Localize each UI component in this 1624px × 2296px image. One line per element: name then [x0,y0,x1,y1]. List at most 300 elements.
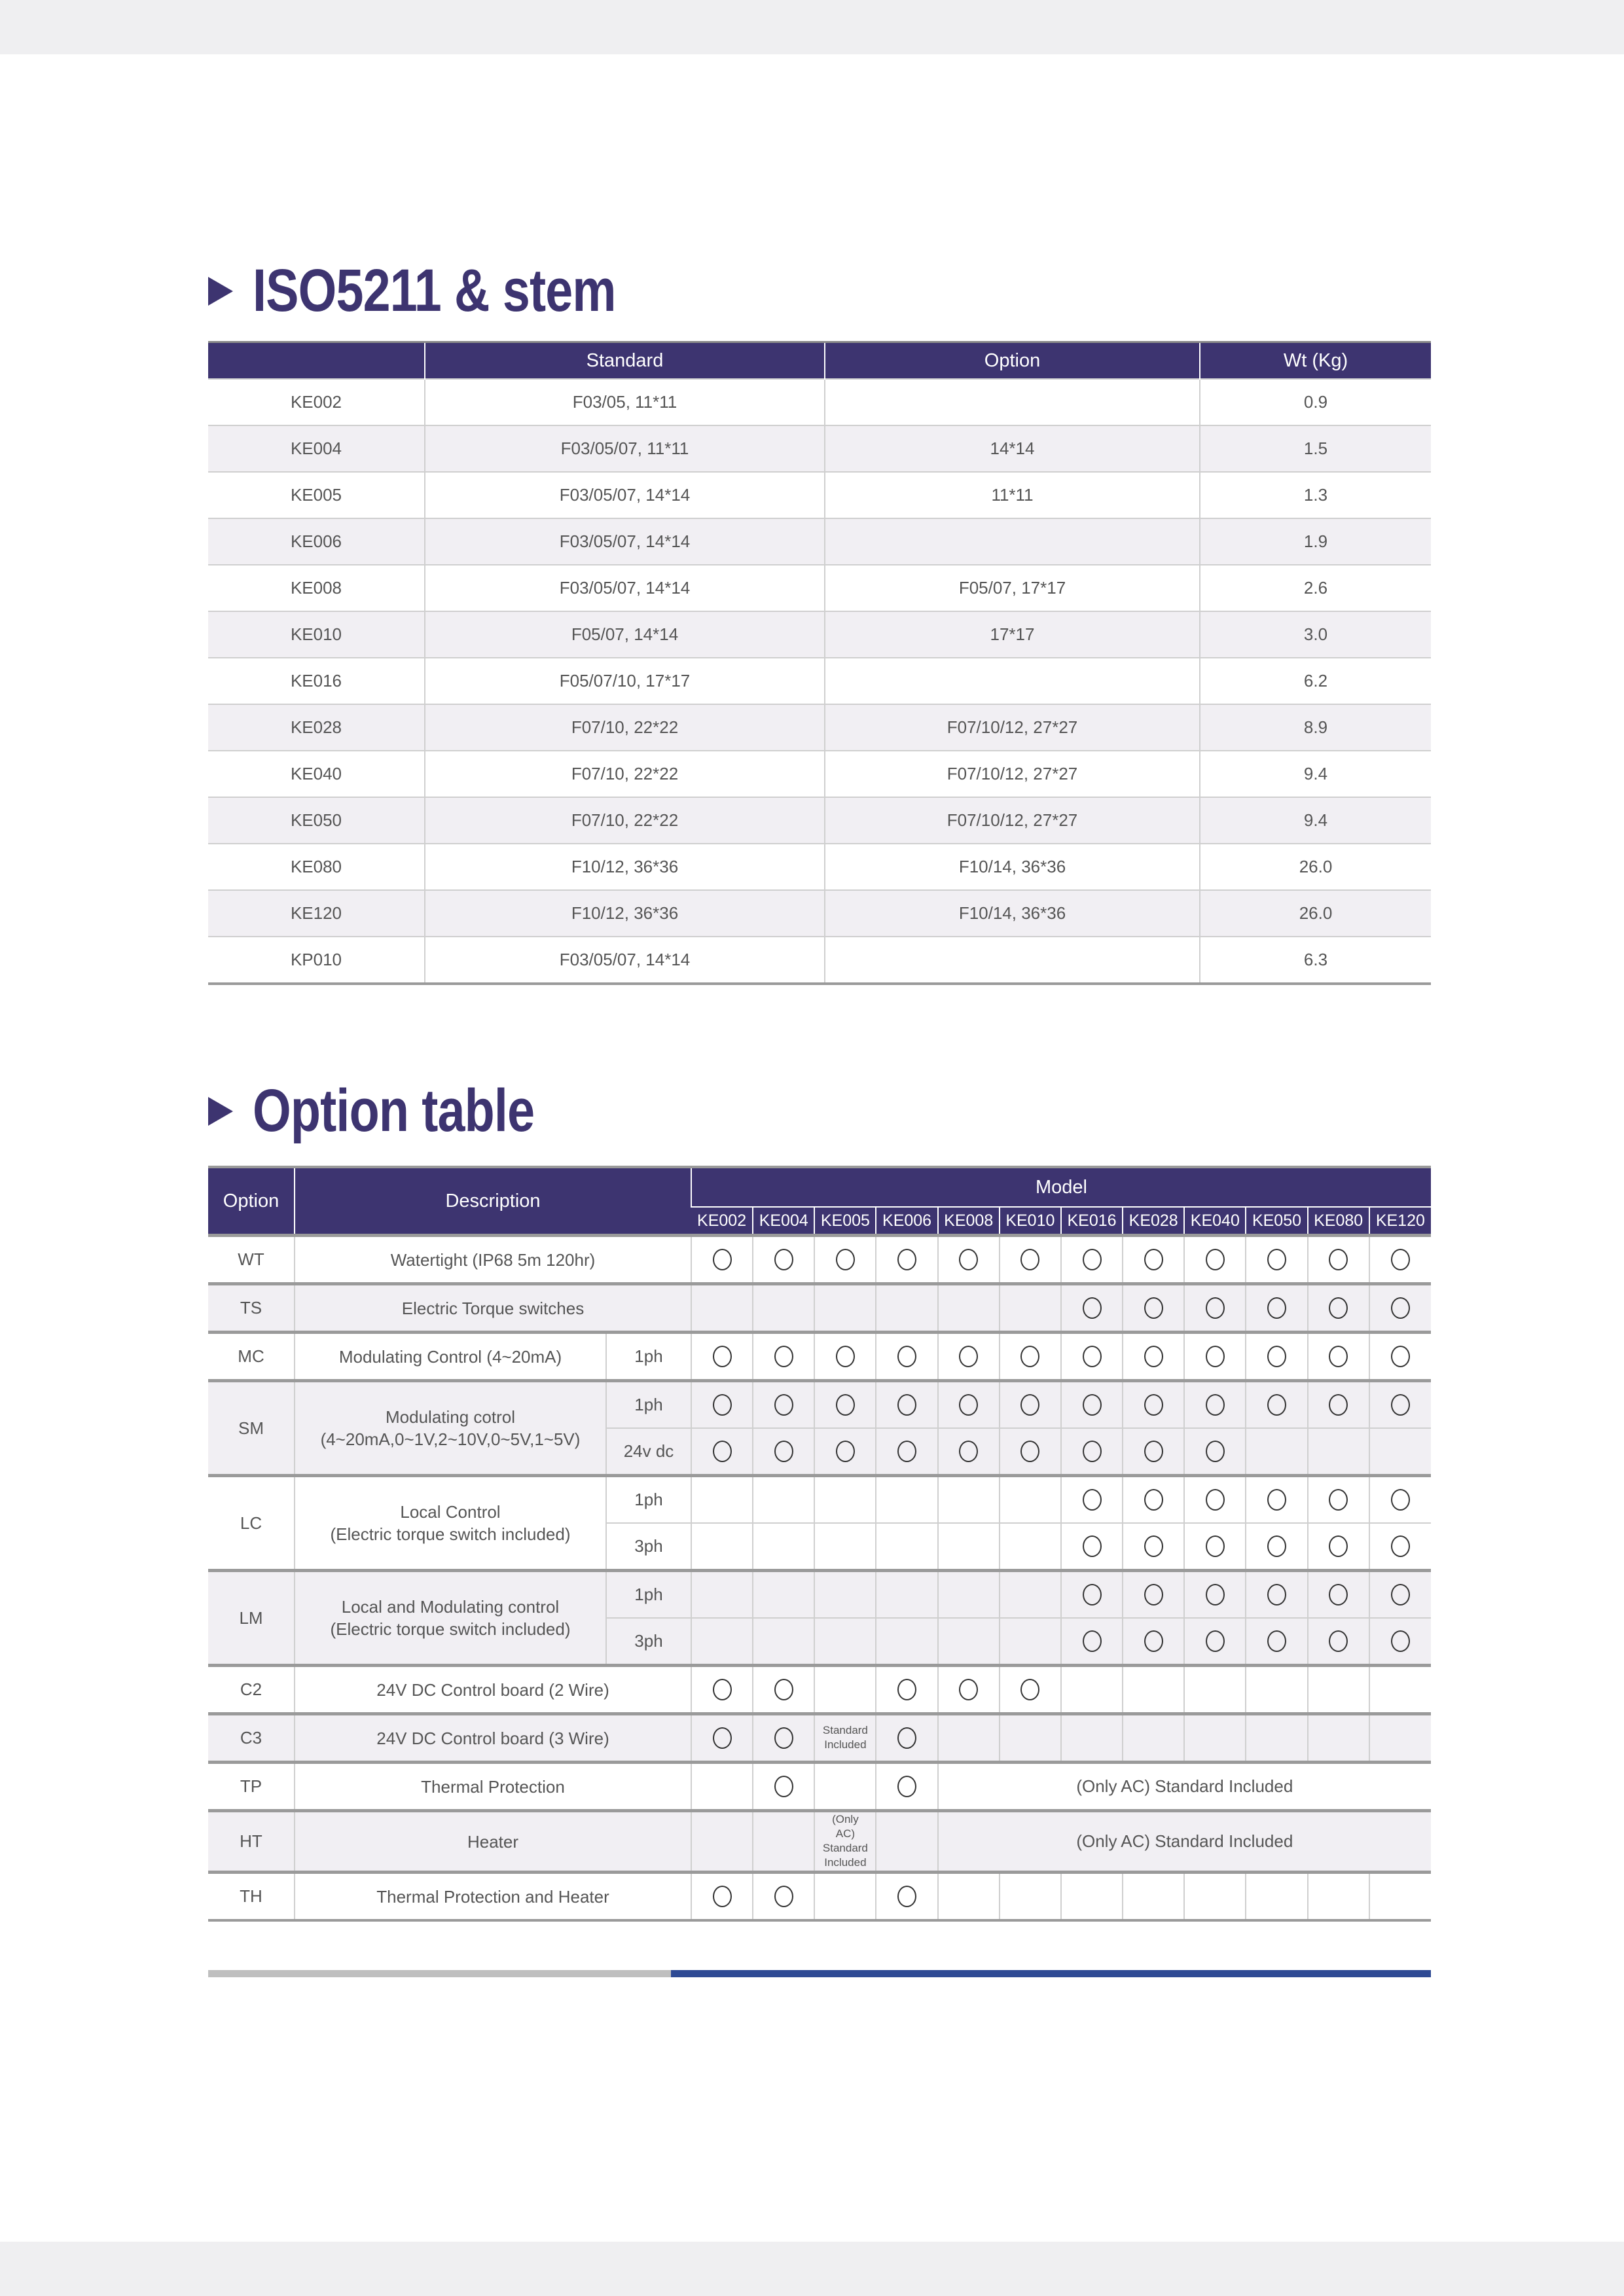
available-circle-icon [959,1249,978,1270]
model-cell [691,1284,753,1333]
model-cell [1123,1284,1184,1333]
model-cell [1369,1428,1431,1476]
table-row [208,797,1431,844]
cell-note: Standard Included [822,1724,868,1751]
model-cell [1123,1873,1184,1921]
model-cell [814,1333,876,1381]
available-circle-icon [1083,1394,1102,1416]
model-cell [1061,1428,1123,1476]
option-row [208,1811,1431,1873]
table-cell: F07/10, 22*22 [425,797,825,844]
available-circle-icon [897,1441,916,1462]
option-description [295,1571,606,1666]
model-cell [1123,1428,1184,1476]
model-cell [814,1666,876,1714]
table-cell: KE004 [208,425,425,472]
available-circle-icon [1083,1535,1102,1557]
table-cell: KE005 [208,472,425,518]
model-cell [1061,1523,1123,1571]
model-cell [1000,1873,1061,1921]
model-header: KE010 [1000,1207,1061,1236]
section-heading-iso5211 [208,257,695,325]
table-cell: F07/10/12, 27*27 [825,797,1200,844]
available-circle-icon [1267,1297,1286,1319]
footer-bar-blue [671,1970,1431,1977]
model-cell [1184,1236,1246,1284]
table-cell: F03/05/07, 14*14 [425,565,825,611]
available-circle-icon [774,1394,793,1416]
model-cell [1184,1381,1246,1429]
footer-bar-gray [208,1970,671,1977]
table-cell: F10/12, 36*36 [425,890,825,937]
available-circle-icon [836,1346,855,1367]
option-description [295,1714,691,1763]
model-cell [1308,1333,1369,1381]
power-type: 3ph [606,1523,691,1571]
available-circle-icon [1267,1489,1286,1511]
model-cell [938,1714,1000,1763]
model-cell [1123,1476,1184,1524]
table-cell: F03/05/07, 14*14 [425,937,825,984]
model-cell [1061,1476,1123,1524]
available-circle-icon [1206,1297,1225,1319]
table-cell: 9.4 [1200,797,1431,844]
model-cell [1369,1571,1431,1619]
available-circle-icon [897,1394,916,1416]
table-cell [825,658,1200,704]
model-cell [1246,1523,1307,1571]
model-cell [1184,1476,1246,1524]
model-cell [1061,1571,1123,1619]
option-code: C3 [208,1714,295,1763]
table-cell: KE080 [208,844,425,890]
model-cell [691,1666,753,1714]
model-cell [1184,1618,1246,1666]
model-cell [876,1873,937,1921]
option-description [295,1236,691,1284]
table-cell: 1.5 [1200,425,1431,472]
available-circle-icon [1144,1249,1163,1270]
table-cell [825,937,1200,984]
available-circle-icon [713,1886,732,1907]
model-cell [814,1873,876,1921]
available-circle-icon [897,1776,916,1797]
available-circle-icon [1144,1630,1163,1652]
column-header: Wt (Kg) [1200,342,1431,380]
table-cell: KE120 [208,890,425,937]
table-cell: 0.9 [1200,379,1431,425]
table-row [208,565,1431,611]
table-row [208,844,1431,890]
standard-included-note: (Only AC) Standard Included [938,1763,1431,1811]
table-cell: 26.0 [1200,890,1431,937]
available-circle-icon [959,1441,978,1462]
table-cell: KE010 [208,611,425,658]
model-cell [938,1873,1000,1921]
table-cell: KE006 [208,518,425,565]
available-circle-icon [1391,1535,1410,1557]
model-cell [1123,1571,1184,1619]
available-circle-icon [713,1346,732,1367]
model-cell [814,1284,876,1333]
option-code: WT [208,1236,295,1284]
model-header: KE120 [1369,1207,1431,1236]
option-description [295,1811,691,1873]
iso5211-stem-table [208,341,1431,985]
column-header: Standard [425,342,825,380]
power-type: 1ph [606,1381,691,1429]
available-circle-icon [1206,1394,1225,1416]
option-row [208,1714,1431,1763]
available-circle-icon [1391,1346,1410,1367]
power-type: 1ph [606,1333,691,1381]
model-header: KE002 [691,1207,753,1236]
model-cell [876,1571,937,1619]
option-code: TS [208,1284,295,1333]
model-cell [1123,1523,1184,1571]
model-cell [1369,1476,1431,1524]
option-row [208,1571,1431,1619]
available-circle-icon [1144,1441,1163,1462]
model-cell [1369,1284,1431,1333]
available-circle-icon [1329,1297,1348,1319]
section-title: ISO5211 & stem [253,257,616,324]
header-model: Model [691,1167,1431,1207]
model-cell [1000,1236,1061,1284]
available-circle-icon [1206,1249,1225,1270]
option-description [295,1476,606,1571]
model-cell [1184,1428,1246,1476]
table-cell: KE040 [208,751,425,797]
table-cell: F10/12, 36*36 [425,844,825,890]
table-cell: F03/05, 11*11 [425,379,825,425]
available-circle-icon [1020,1346,1039,1367]
triangle-bullet-icon [208,1097,233,1126]
model-cell [1308,1381,1369,1429]
option-code: TH [208,1873,295,1921]
model-cell [753,1811,814,1873]
option-description [295,1763,691,1811]
model-cell [876,1284,937,1333]
model-cell [753,1381,814,1429]
option-row [208,1333,1431,1381]
model-cell [1184,1284,1246,1333]
power-type: 24v dc [606,1428,691,1476]
model-cell [814,1523,876,1571]
table-cell: F07/10, 22*22 [425,704,825,751]
model-cell [691,1428,753,1476]
available-circle-icon [1329,1346,1348,1367]
table-cell: 9.4 [1200,751,1431,797]
model-cell [1000,1333,1061,1381]
model-cell [1246,1714,1307,1763]
model-cell [753,1571,814,1619]
model-cell [691,1763,753,1811]
model-cell [753,1523,814,1571]
available-circle-icon [1020,1394,1039,1416]
model-cell [876,1618,937,1666]
available-circle-icon [774,1441,793,1462]
available-circle-icon [1391,1489,1410,1511]
model-cell [691,1333,753,1381]
model-cell [1000,1284,1061,1333]
model-cell [814,1763,876,1811]
option-code: C2 [208,1666,295,1714]
model-cell [1123,1714,1184,1763]
available-circle-icon [1391,1249,1410,1270]
model-cell [876,1763,937,1811]
model-cell [1184,1571,1246,1619]
model-cell [1000,1476,1061,1524]
model-cell [1061,1618,1123,1666]
model-cell [1184,1666,1246,1714]
available-circle-icon [1329,1249,1348,1270]
model-cell [1246,1381,1307,1429]
column-header [208,342,425,380]
available-circle-icon [897,1346,916,1367]
available-circle-icon [1267,1394,1286,1416]
model-cell [1061,1284,1123,1333]
table-cell: KE028 [208,704,425,751]
description-line: (Electric torque switch included) [330,1619,571,1639]
option-description [295,1284,691,1333]
available-circle-icon [1083,1584,1102,1605]
description-line: Watertight (IP68 5m 120hr) [390,1249,596,1270]
table-cell: F03/05/07, 14*14 [425,472,825,518]
triangle-bullet-icon [208,277,233,306]
available-circle-icon [713,1249,732,1270]
description-line: Modulating Control (4~20mA) [338,1346,562,1367]
bottom-margin-band [0,2242,1624,2296]
available-circle-icon [1206,1630,1225,1652]
model-cell [1246,1571,1307,1619]
table-row [208,890,1431,937]
model-cell [1369,1381,1431,1429]
description-line: (Electric torque switch included) [330,1524,571,1544]
model-cell [1246,1873,1307,1921]
available-circle-icon [713,1727,732,1749]
standard-included-note: (Only AC) Standard Included [938,1811,1431,1873]
option-code: MC [208,1333,295,1381]
model-cell [938,1618,1000,1666]
model-cell [938,1428,1000,1476]
model-cell [814,1618,876,1666]
table-cell: 11*11 [825,472,1200,518]
model-cell [691,1236,753,1284]
model-cell [1061,1333,1123,1381]
option-code: TP [208,1763,295,1811]
model-cell [1061,1873,1123,1921]
model-cell [1246,1333,1307,1381]
table-cell: 17*17 [825,611,1200,658]
available-circle-icon [774,1679,793,1700]
available-circle-icon [959,1346,978,1367]
model-header: KE050 [1246,1207,1307,1236]
available-circle-icon [1267,1630,1286,1652]
available-circle-icon [774,1776,793,1797]
description-line: Thermal Protection [421,1776,565,1797]
available-circle-icon [1083,1297,1102,1319]
available-circle-icon [897,1727,916,1749]
table-row [208,704,1431,751]
model-cell [1308,1873,1369,1921]
table-cell: 6.3 [1200,937,1431,984]
model-cell [876,1811,937,1873]
available-circle-icon [1144,1297,1163,1319]
table-row [208,379,1431,425]
model-header: KE004 [753,1207,814,1236]
model-cell [1123,1236,1184,1284]
model-cell [1369,1873,1431,1921]
model-header: KE006 [876,1207,937,1236]
section-title: Option table [253,1077,535,1144]
model-header: KE016 [1061,1207,1123,1236]
model-cell [938,1523,1000,1571]
model-cell [1123,1666,1184,1714]
option-row [208,1873,1431,1921]
table-cell: 3.0 [1200,611,1431,658]
model-cell [691,1523,753,1571]
model-cell [691,1476,753,1524]
available-circle-icon [1329,1394,1348,1416]
section-heading-option-table [208,1077,596,1145]
model-cell [1308,1428,1369,1476]
table-cell: 6.2 [1200,658,1431,704]
model-cell [1246,1666,1307,1714]
available-circle-icon [1020,1679,1039,1700]
model-cell [1246,1428,1307,1476]
model-cell [938,1381,1000,1429]
model-cell [938,1333,1000,1381]
option-row [208,1763,1431,1811]
cell-note: (Only AC) Standard Included [822,1813,868,1869]
model-cell [1184,1523,1246,1571]
option-table [208,1166,1431,1922]
model-cell [938,1476,1000,1524]
available-circle-icon [1391,1584,1410,1605]
model-cell [691,1381,753,1429]
model-cell [1308,1284,1369,1333]
available-circle-icon [1144,1535,1163,1557]
table-row [208,472,1431,518]
available-circle-icon [897,1679,916,1700]
available-circle-icon [774,1346,793,1367]
available-circle-icon [1144,1346,1163,1367]
model-cell [1000,1428,1061,1476]
model-cell [1369,1523,1431,1571]
table-cell [825,518,1200,565]
model-cell [1308,1571,1369,1619]
model-cell [691,1873,753,1921]
header-option: Option [208,1167,295,1236]
model-cell [1308,1476,1369,1524]
model-cell [753,1666,814,1714]
model-cell [1246,1284,1307,1333]
model-cell [876,1428,937,1476]
option-code: HT [208,1811,295,1873]
table-cell: 8.9 [1200,704,1431,751]
model-cell [691,1571,753,1619]
table-cell: 2.6 [1200,565,1431,611]
option-row [208,1236,1431,1284]
model-cell [938,1571,1000,1619]
available-circle-icon [1083,1249,1102,1270]
power-type: 3ph [606,1618,691,1666]
model-cell [1246,1236,1307,1284]
model-cell [1123,1333,1184,1381]
model-cell [876,1476,937,1524]
model-cell [753,1333,814,1381]
available-circle-icon [836,1394,855,1416]
available-circle-icon [1083,1441,1102,1462]
available-circle-icon [897,1249,916,1270]
available-circle-icon [774,1886,793,1907]
table-cell: F07/10/12, 27*27 [825,751,1200,797]
available-circle-icon [897,1886,916,1907]
available-circle-icon [1206,1489,1225,1511]
table-cell: KE016 [208,658,425,704]
table-cell: 1.9 [1200,518,1431,565]
option-description [295,1666,691,1714]
model-cell [814,1428,876,1476]
model-cell [691,1714,753,1763]
model-cell [1308,1523,1369,1571]
model-cell [876,1333,937,1381]
table-cell: KE050 [208,797,425,844]
column-header: Option [825,342,1200,380]
available-circle-icon [1329,1535,1348,1557]
model-cell [876,1714,937,1763]
model-cell [753,1873,814,1921]
table-cell [825,379,1200,425]
available-circle-icon [836,1249,855,1270]
available-circle-icon [959,1679,978,1700]
option-code: SM [208,1381,295,1476]
option-description [295,1381,606,1476]
model-cell [1308,1714,1369,1763]
model-header: KE080 [1308,1207,1369,1236]
model-cell [1000,1618,1061,1666]
model-cell [814,1476,876,1524]
model-cell [1184,1714,1246,1763]
option-row [208,1476,1431,1524]
model-cell [753,1714,814,1763]
table-cell: KE008 [208,565,425,611]
available-circle-icon [1267,1249,1286,1270]
option-code: LM [208,1571,295,1666]
description-line: Thermal Protection and Heater [376,1886,609,1907]
model-cell [1308,1618,1369,1666]
description-line: 24V DC Control board (2 Wire) [376,1679,609,1700]
model-cell [753,1476,814,1524]
option-code: LC [208,1476,295,1571]
model-header: KE040 [1184,1207,1246,1236]
model-cell [814,1714,876,1763]
table-cell: F10/14, 36*36 [825,890,1200,937]
description-line: 24V DC Control board (3 Wire) [376,1728,609,1748]
available-circle-icon [1144,1584,1163,1605]
model-cell [876,1666,937,1714]
model-cell [938,1666,1000,1714]
description-line: Modulating cotrol [386,1407,515,1427]
model-cell [814,1571,876,1619]
available-circle-icon [1267,1535,1286,1557]
model-cell [1061,1381,1123,1429]
model-cell [691,1811,753,1873]
model-cell [1000,1571,1061,1619]
option-row [208,1284,1431,1333]
model-cell [1246,1618,1307,1666]
